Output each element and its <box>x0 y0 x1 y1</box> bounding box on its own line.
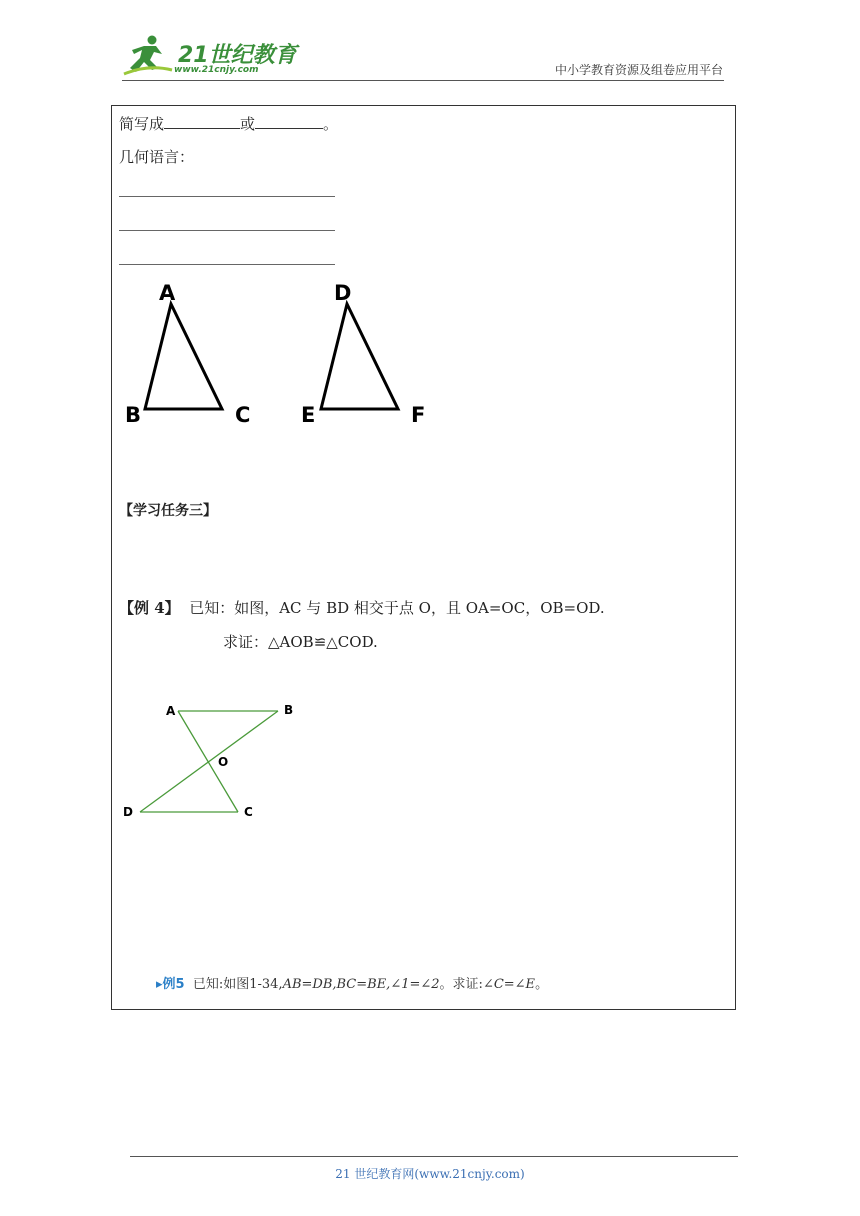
example5-tag: ▸例5 <box>156 977 185 992</box>
logo-text: 21世纪教育 <box>178 43 297 68</box>
abbrev-prefix: 简写成 <box>119 115 165 133</box>
example5-text-mid: 。求证: <box>439 977 483 992</box>
label-fig-c: C <box>244 805 253 819</box>
example5-math2: ∠C=∠E <box>482 977 536 992</box>
example4-given: 已知：如图，AC 与 BD 相交于点 O，且 OA=OC，OB=OD. <box>189 599 605 617</box>
example5-text-suffix: 。 <box>535 977 549 992</box>
example4-tag: 【例 4】 <box>119 599 180 617</box>
example5-line <box>156 973 548 992</box>
site-logo <box>122 34 297 80</box>
footer-text: 21 世纪教育网(www.21cnjy.com) <box>335 1167 525 1181</box>
logo-url: www.21cnjy.com <box>174 65 259 75</box>
example5-text-prefix: 已知:如图1-34, <box>192 977 283 992</box>
task-heading: 【学习任务三】 <box>119 503 217 519</box>
label-fig-b: B <box>284 703 294 717</box>
abbrev-or: 或 <box>240 115 256 133</box>
blank-1 <box>164 114 240 129</box>
label-f: F <box>411 403 426 427</box>
label-b: B <box>125 403 142 427</box>
abbrev-suffix: 。 <box>323 115 339 133</box>
answer-line-2 <box>119 230 335 231</box>
triangles-figure <box>118 278 438 428</box>
geometry-language-label: 几何语言： <box>119 148 195 166</box>
segment-bd <box>140 711 278 812</box>
label-fig-o: O <box>218 755 229 769</box>
footer-divider <box>130 1156 738 1157</box>
triangle-abc <box>145 304 222 409</box>
runner-logo-icon <box>122 34 174 78</box>
example5-math: AB=DB,BC=BE,∠1=∠2 <box>282 977 440 992</box>
abbreviation-line <box>119 113 338 134</box>
answer-line-1 <box>119 196 335 197</box>
header-platform-name: 中小学教育资源及组卷应用平台 <box>554 63 723 77</box>
label-c: C <box>235 403 251 427</box>
example4-prove: 求证：△AOB≌△COD. <box>223 633 378 651</box>
label-d: D <box>334 281 352 305</box>
label-e: E <box>301 403 316 427</box>
answer-line-3 <box>119 264 335 265</box>
label-fig-a: A <box>166 704 176 718</box>
triangle-def <box>321 304 398 409</box>
label-fig-d: D <box>123 805 133 819</box>
header-divider <box>122 80 724 81</box>
example4-given-line <box>119 597 605 618</box>
label-a: A <box>159 281 176 305</box>
example4-figure <box>118 698 308 824</box>
content-frame <box>111 105 736 1010</box>
blank-2 <box>255 114 323 129</box>
